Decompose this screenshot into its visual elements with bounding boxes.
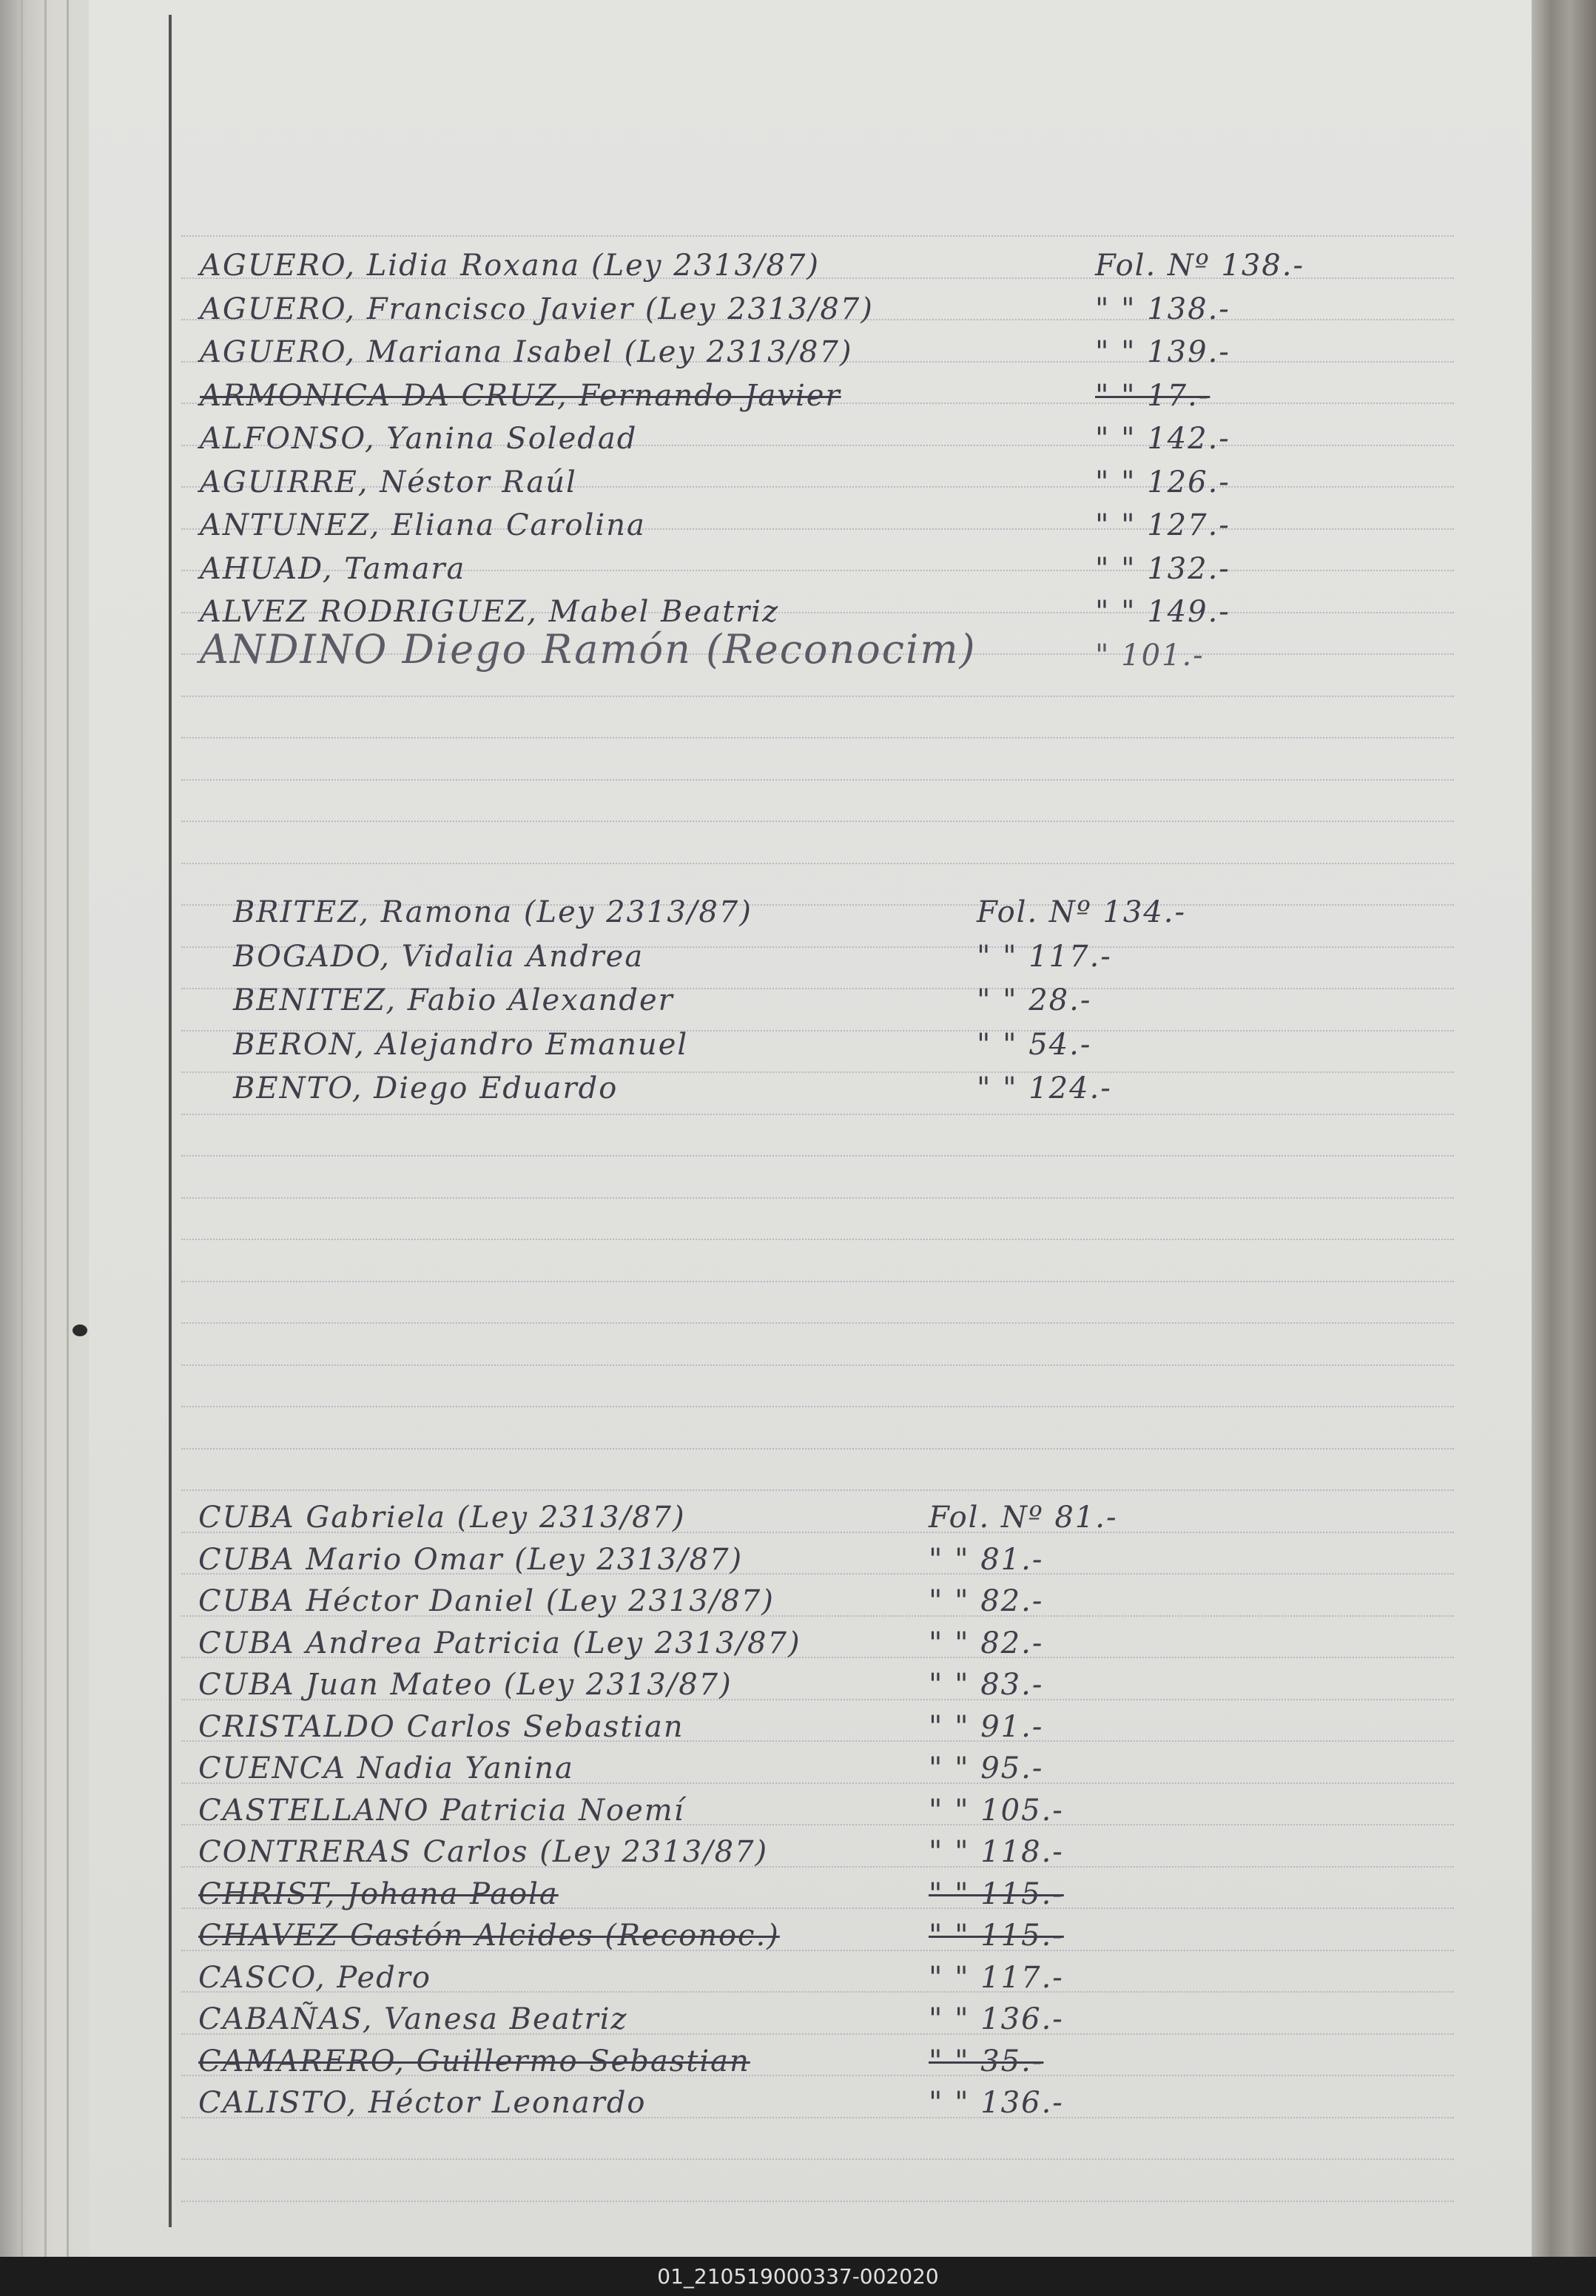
entry-name: CHRIST, Johana Paola xyxy=(198,1877,559,1911)
ledger-entry xyxy=(0,1073,1480,1110)
ledger-entry xyxy=(0,250,1480,287)
ledger-entry xyxy=(0,1795,1480,1832)
entry-name: ANTUNEZ, Eliana Carolina xyxy=(200,508,646,542)
ruled-line xyxy=(181,863,1454,864)
entry-folio: " " 35.- xyxy=(929,2044,1044,2078)
entry-name: BERON, Alejandro Emanuel xyxy=(233,1028,689,1062)
entry-folio: " " 82.- xyxy=(929,1584,1044,1618)
ledger-entry xyxy=(0,626,1480,677)
ledger-entry xyxy=(0,423,1480,460)
ledger-entry xyxy=(0,2004,1480,2041)
ledger-entry xyxy=(0,1628,1480,1665)
entry-name: BENTO, Diego Eduardo xyxy=(233,1071,619,1105)
entry-name: CASTELLANO Patricia Noemí xyxy=(198,1794,685,1828)
entry-name: BOGADO, Vidalia Andrea xyxy=(233,940,644,974)
entry-name: BRITEZ, Ramona (Ley 2313/87) xyxy=(233,895,752,929)
entry-name: CAMARERO, Guillermo Sebastian xyxy=(198,2044,750,2078)
ledger-entry xyxy=(0,1544,1480,1581)
entry-name: CASCO, Pedro xyxy=(198,1961,431,1995)
entry-folio: " " 117.- xyxy=(977,940,1112,974)
ledger-entry xyxy=(0,985,1480,1022)
entry-name: ALVEZ RODRIGUEZ, Mabel Beatriz xyxy=(200,595,780,629)
ledger-entry xyxy=(0,1711,1480,1748)
entry-name: CUBA Juan Mateo (Ley 2313/87) xyxy=(198,1668,733,1702)
ledger-entry xyxy=(0,510,1480,547)
entry-folio: " " 17.- xyxy=(1095,379,1211,413)
entry-folio: " " 138.- xyxy=(1095,292,1230,326)
entry-name: CALISTO, Héctor Leonardo xyxy=(198,2086,647,2120)
entry-folio: " " 127.- xyxy=(1095,508,1230,542)
ledger-entry xyxy=(0,1502,1480,1539)
ledger-entry xyxy=(0,337,1480,374)
entry-name: AGUERO, Mariana Isabel (Ley 2313/87) xyxy=(200,335,853,369)
entry-name: AGUERO, Francisco Javier (Ley 2313/87) xyxy=(200,292,874,326)
entry-name: ALFONSO, Yanina Soledad xyxy=(200,422,638,456)
ledger-entry xyxy=(0,941,1480,978)
ledger-entry xyxy=(0,553,1480,590)
ruled-line xyxy=(181,1239,1454,1240)
entry-folio: " " 118.- xyxy=(929,1835,1064,1869)
ledger-entry xyxy=(0,1029,1480,1066)
ledger-entry xyxy=(0,897,1480,934)
entry-folio: " " 115.- xyxy=(929,1919,1064,1953)
ruled-line xyxy=(181,696,1454,697)
entry-folio: Fol. Nº 134.- xyxy=(977,895,1186,929)
entry-name: ARMONICA DA CRUZ, Fernando Javier xyxy=(200,379,841,413)
entry-folio: Fol. Nº 81.- xyxy=(929,1501,1118,1535)
ruled-line xyxy=(181,1406,1454,1407)
entry-folio: " " 126.- xyxy=(1095,465,1230,499)
entry-name: CUBA Gabriela (Ley 2313/87) xyxy=(198,1501,686,1535)
ruled-line xyxy=(181,779,1454,781)
entry-name: CHAVEZ Gastón Alcides (Reconoc.) xyxy=(198,1919,780,1953)
entry-folio: " " 117.- xyxy=(929,1961,1064,1995)
ledger-entry xyxy=(0,1879,1480,1916)
ledger-entry xyxy=(0,294,1480,331)
entry-folio: " " 54.- xyxy=(977,1028,1092,1062)
ruled-line xyxy=(181,1155,1454,1157)
entry-name: CUENCA Nadia Yanina xyxy=(198,1751,574,1785)
ruled-line xyxy=(181,737,1454,738)
ledger-entry xyxy=(0,1920,1480,1957)
entry-name: CUBA Mario Omar (Ley 2313/87) xyxy=(198,1543,744,1577)
entry-folio: " " 136.- xyxy=(929,2002,1064,2036)
entry-name: CONTRERAS Carlos (Ley 2313/87) xyxy=(198,1835,769,1869)
entry-name: AGUERO, Lidia Roxana (Ley 2313/87) xyxy=(200,249,820,283)
ledger-entry xyxy=(0,1962,1480,1999)
book-cover-edge xyxy=(1532,0,1596,2257)
entry-folio: " " 82.- xyxy=(929,1626,1044,1660)
entry-folio: " 101.- xyxy=(1095,639,1205,673)
ruled-line xyxy=(181,1281,1454,1282)
entry-name: ANDINO Diego Ramón (Reconocim) xyxy=(200,626,977,673)
entry-folio: " " 136.- xyxy=(929,2086,1064,2120)
entry-folio: " " 83.- xyxy=(929,1668,1044,1702)
binding-hole xyxy=(73,1324,87,1336)
entry-folio: " " 142.- xyxy=(1095,422,1230,456)
entry-folio: " " 105.- xyxy=(929,1794,1064,1828)
entry-folio: " " 91.- xyxy=(929,1710,1044,1744)
ruled-line xyxy=(181,1489,1454,1491)
ruled-line xyxy=(181,1114,1454,1115)
entry-folio: " " 124.- xyxy=(977,1071,1112,1105)
ledger-entry xyxy=(0,1586,1480,1623)
entry-name: CUBA Héctor Daniel (Ley 2313/87) xyxy=(198,1584,775,1618)
entry-name: AGUIRRE, Néstor Raúl xyxy=(200,465,577,499)
entry-name: CRISTALDO Carlos Sebastian xyxy=(198,1710,684,1744)
entry-folio: " " 81.- xyxy=(929,1543,1044,1577)
entry-name: CABAÑAS, Vanesa Beatriz xyxy=(198,2002,628,2036)
ledger-entry xyxy=(0,380,1480,417)
entry-folio: " " 139.- xyxy=(1095,335,1230,369)
ledger-entry xyxy=(0,1837,1480,1874)
ledger-entry xyxy=(0,467,1480,504)
entry-folio: " " 149.- xyxy=(1095,595,1230,629)
ruled-line xyxy=(181,1364,1454,1366)
file-caption: 01_210519000337-002020 xyxy=(657,2264,939,2289)
entry-name: AHUAD, Tamara xyxy=(200,552,466,586)
ruled-line xyxy=(181,821,1454,822)
ledger-entry xyxy=(0,1669,1480,1706)
entry-folio: " " 132.- xyxy=(1095,552,1230,586)
ledger-entry xyxy=(0,2087,1480,2124)
entry-name: CUBA Andrea Patricia (Ley 2313/87) xyxy=(198,1626,801,1660)
ruled-line xyxy=(181,2158,1454,2160)
entry-folio: " " 115.- xyxy=(929,1877,1064,1911)
ruled-line xyxy=(181,235,1454,237)
entry-folio: Fol. Nº 138.- xyxy=(1095,249,1304,283)
ruled-line xyxy=(181,1448,1454,1450)
ruled-line xyxy=(181,1197,1454,1199)
entry-folio: " " 95.- xyxy=(929,1751,1044,1785)
entry-folio: " " 28.- xyxy=(977,983,1092,1017)
entry-name: BENITEZ, Fabio Alexander xyxy=(233,983,674,1017)
ruled-line xyxy=(181,1322,1454,1324)
ledger-entry xyxy=(0,1753,1480,1790)
scan-footer xyxy=(0,2257,1596,2296)
ruled-line xyxy=(181,2201,1454,2202)
ledger-entry xyxy=(0,2046,1480,2083)
